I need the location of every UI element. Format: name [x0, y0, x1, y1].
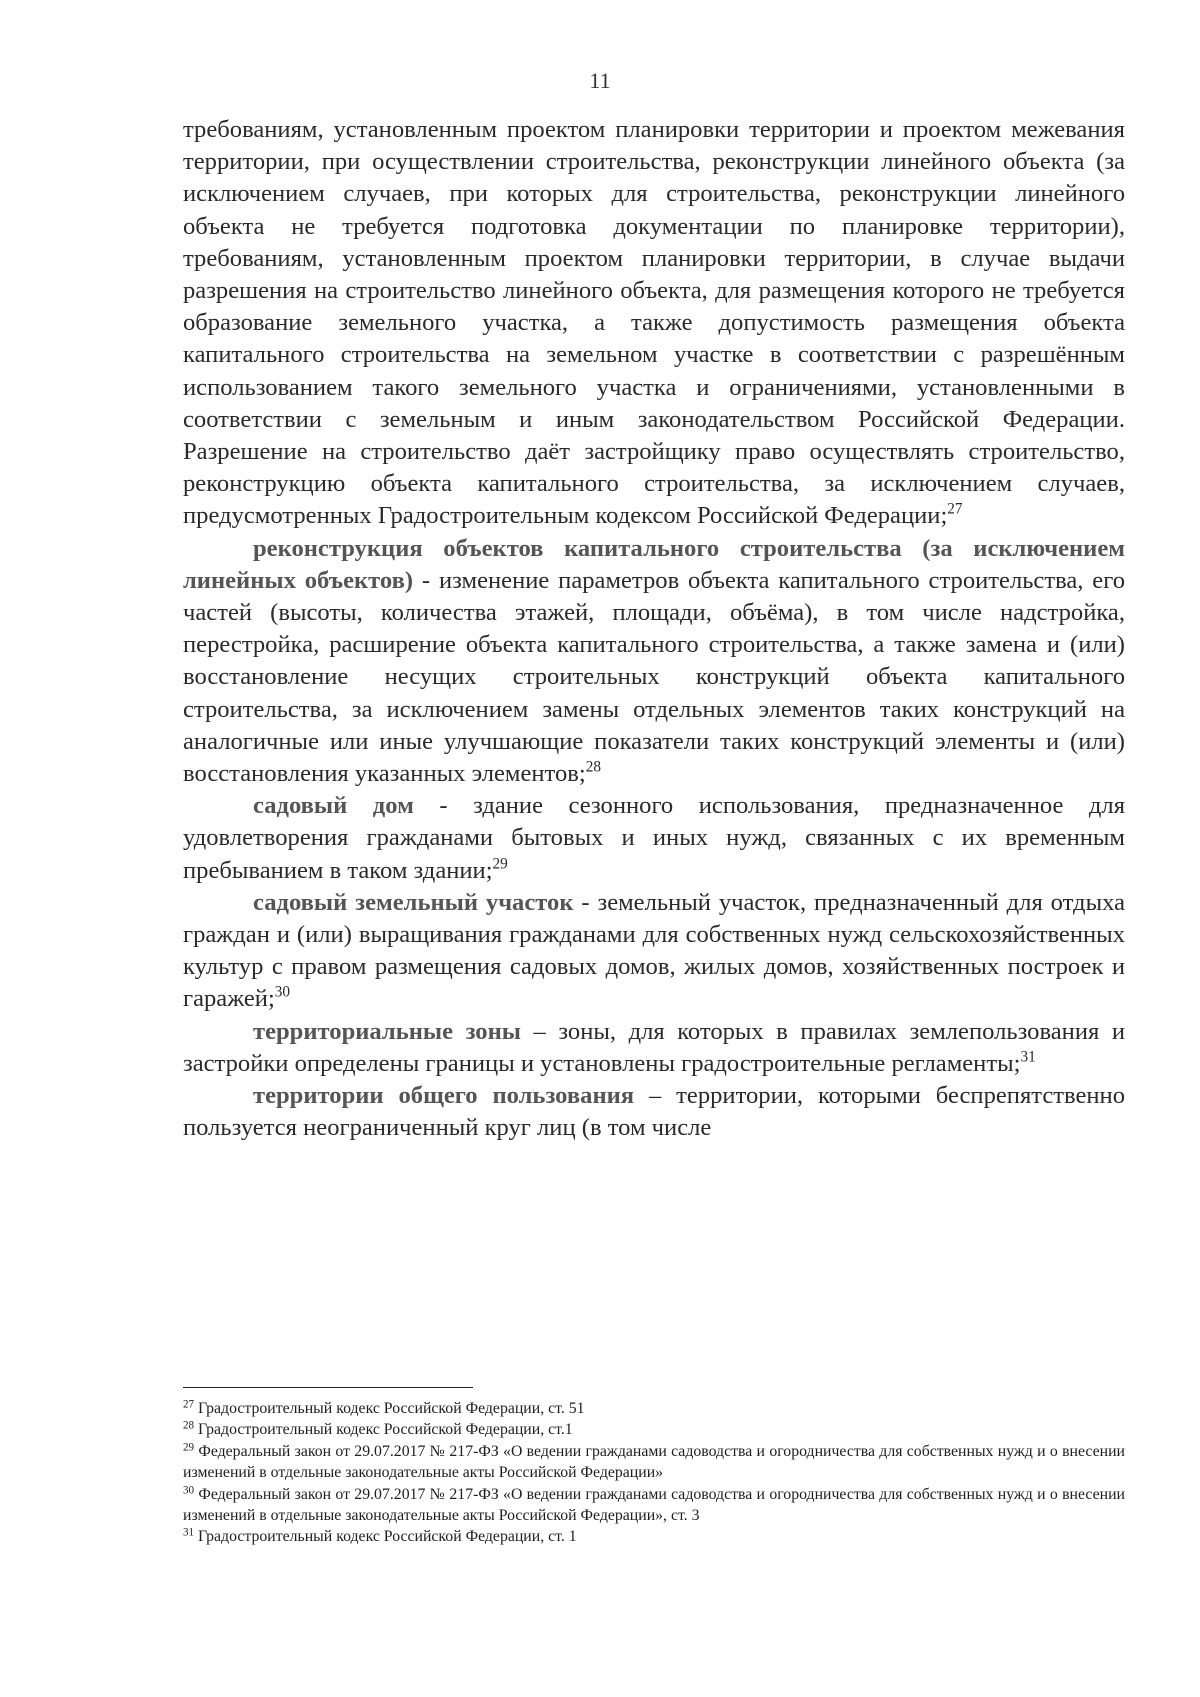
definition-text: - изменение параметров объекта капитального строительства, его частей (высоты, количества этажей, площади, объёма), в том числе надстройка, перестройка, расширение объекта капитального строительства, а также замена и (или) восстановление несущих строительных конструкций объекта капитального строительства, за исключением замены отдельных элементов таких конструкций на аналогичные или иные улучшающие показатели таких конструкций элементы и (или) восстановления указанных элементов; [183, 566, 1125, 788]
definition-paragraph [183, 1080, 1125, 1144]
footnote-reference: 30 [274, 984, 291, 1002]
defined-term: реконструкция объектов капитального строительства (за исключением линейных объектов) [183, 534, 1125, 594]
defined-term: территории общего пользования [253, 1082, 635, 1110]
footnotes [183, 1398, 1125, 1548]
footnote-number: 28 [183, 1419, 195, 1432]
footnote [183, 1398, 1125, 1419]
footnote-reference: 27 [947, 500, 963, 518]
footnote-number: 27 [183, 1398, 195, 1411]
footnote-text: Градостроительный кодекс Российской Федерации, ст.1 [194, 1421, 573, 1439]
footnote-text: Федеральный закон от 29.07.2017 № 217-ФЗ «О ведении гражданами садоводства и огородничества для собственных нужд и о внесении изменений в отдельные законодательные акты Российской Федерации», ст. 3 [183, 1485, 1125, 1525]
document-body [183, 114, 1125, 1145]
footnote-number: 29 [183, 1441, 195, 1454]
footnote-reference: 28 [585, 758, 601, 776]
definition-paragraph [183, 1016, 1125, 1080]
footnote-text: Градостроительный кодекс Российской Федерации, ст. 51 [194, 1400, 585, 1417]
footnote-reference: 31 [1020, 1048, 1036, 1066]
footnote [183, 1526, 1125, 1547]
definition-paragraph [183, 533, 1125, 791]
footnote-text: Градостроительный кодекс Российской Федерации, ст. 1 [194, 1528, 577, 1546]
paragraph-continuation [183, 114, 1125, 533]
footnote-reference: 29 [492, 855, 508, 873]
footnote [183, 1441, 1125, 1484]
footnote-number: 30 [183, 1484, 195, 1497]
defined-term: территориальные зоны [253, 1017, 521, 1045]
page-number: 11 [589, 68, 611, 93]
footnote-number: 31 [183, 1526, 195, 1539]
definition-paragraph [183, 887, 1125, 1016]
defined-term: садовый земельный участок [253, 888, 574, 916]
definition-text: - здание сезонного использования, предназначенное для удовлетворения гражданами бытовых и иных нужд, связанных с их временным пребыванием в таком здании; [183, 792, 1125, 884]
paragraph-text: требованиям, установленным проектом планировки территории и проектом межевания территории, при осуществлении строительства, реконструкции линейного объекта (за исключением случаев, при которых для строительства, реконструкции линейного объекта не требуется подготовка документации по планировке территории), требованиям, установленным проектом планировки территории, в случае выдачи разрешения на строительство линейного объекта, для размещения которого не требуется образование земельного участка, а также допустимость размещения объекта капитального строительства на земельном участке в соответствии с разрешённым использованием такого земельного участка и ограничениями, установленными в соответствии с земельным и иным законодательством Российской Федерации. Разрешение на строительство даёт застройщику право осуществлять строительство, реконструкцию объекта капитального строительства, за исключением случаев, предусмотренных Градостроительным кодексом Российской Федерации; [183, 116, 1125, 530]
footnote-text: Федеральный закон от 29.07.2017 № 217-ФЗ «О ведении гражданами садоводства и огородничества для собственных нужд и о внесении изменений в отдельные законодательные акты Российской Федерации» [183, 1442, 1125, 1482]
definition-text: - земельный участок, предназначенный для отдыха граждан и (или) выращивания гражданами для собственных нужд сельскохозяйственных культур с правом размещения садовых домов, жилых домов, хозяйственных построек и гаражей; [183, 888, 1125, 1013]
footnote [183, 1419, 1125, 1440]
definition-paragraph [183, 790, 1125, 887]
definition-text: – территории, которыми беспрепятственно пользуется неограниченный круг лиц (в том числе [183, 1082, 1125, 1142]
definition-text: – зоны, для которых в правилах землепользования и застройки определены границы и установлены градостроительные регламенты; [183, 1017, 1125, 1077]
defined-term: садовый дом [253, 792, 414, 820]
footnote-separator [183, 1387, 473, 1388]
footnote [183, 1484, 1125, 1527]
